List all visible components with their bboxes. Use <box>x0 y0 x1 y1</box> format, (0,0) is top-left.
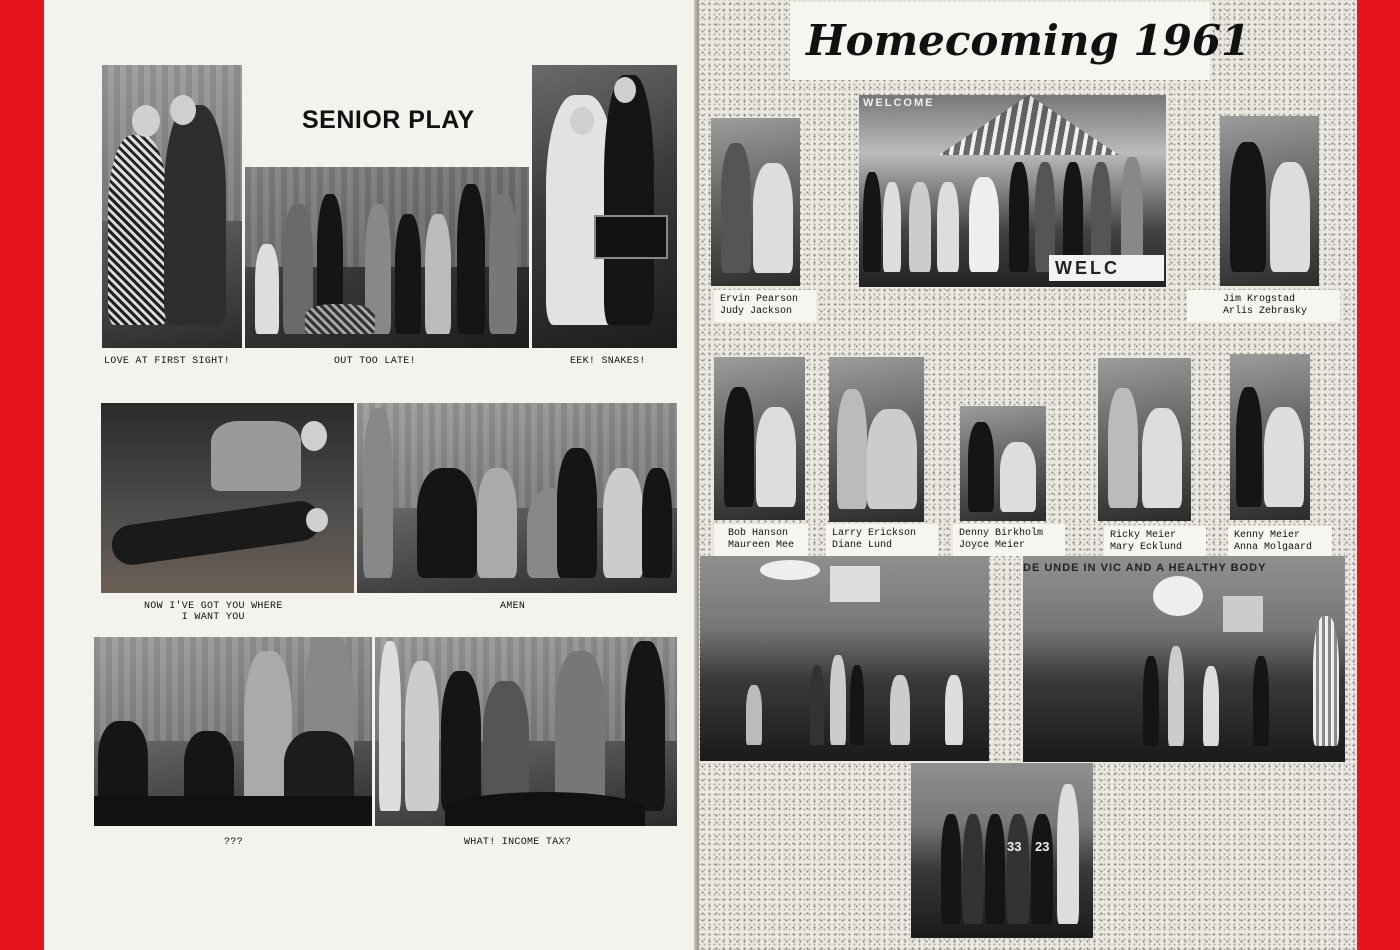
caption-erickson-lund <box>826 524 938 556</box>
caption-eek-snakes: EEK! SNAKES! <box>570 356 646 367</box>
photo-love-at-first-sight <box>102 65 242 348</box>
photo-amen <box>357 403 677 593</box>
name-line-1: Kenny Meier <box>1234 530 1301 541</box>
name-line-1: Bob Hanson <box>728 528 789 539</box>
photo-got-you-where-i-want-you <box>101 403 354 593</box>
photo-couple-krogstad-zebrasky <box>1220 116 1319 286</box>
gym-banner: DE UNDE IN VIC AND A HEALTHY BODY <box>1023 562 1267 574</box>
jersey-number-23: 23 <box>1035 839 1050 854</box>
photo-couple-birkholm-meier <box>960 406 1046 521</box>
page-title-homecoming: Homecoming 1961 <box>806 16 1251 65</box>
banner-welcome: WELCOME <box>863 97 935 109</box>
photo-couple-hanson-mee <box>714 357 805 520</box>
caption-birkholm-meier <box>953 524 1065 556</box>
photo-basketball-game-2 <box>1023 556 1345 762</box>
photo-couple-meier-ecklund <box>1098 358 1191 521</box>
name-line-1: Denny Birkholm <box>959 528 1044 539</box>
caption-krogstad-zebrasky <box>1187 290 1340 322</box>
photo-couple-erickson-lund <box>829 357 924 522</box>
photo-question-marks <box>94 637 372 826</box>
caption-hanson-mee <box>714 524 808 556</box>
name-line-2: Arlis Zebrasky <box>1223 306 1308 317</box>
name-line-2: Judy Jackson <box>720 306 793 317</box>
name-line-1: Jim Krogstad <box>1223 294 1296 305</box>
photo-income-tax <box>375 637 677 826</box>
name-line-2: Maureen Mee <box>728 540 795 551</box>
name-line-2: Anna Molgaard <box>1234 542 1313 553</box>
caption-pearson-jackson <box>714 290 816 322</box>
caption-got-you-where-i-want-you: NOW I'VE GOT YOU WHERE I WANT YOU <box>144 601 283 623</box>
caption-out-too-late: OUT TOO LATE! <box>334 356 416 367</box>
caption-meier-ecklund <box>1104 526 1206 558</box>
caption-meier-molgaard <box>1228 526 1332 558</box>
photo-basketball-huddle <box>911 763 1093 938</box>
name-line-2: Diane Lund <box>832 540 893 551</box>
photo-eek-snakes <box>532 65 677 348</box>
photo-couple-meier-molgaard <box>1230 354 1310 520</box>
photo-couple-pearson-jackson <box>711 118 800 286</box>
caption-love-at-first-sight: LOVE AT FIRST SIGHT! <box>104 356 231 367</box>
page-title: SENIOR PLAY <box>302 106 475 134</box>
name-line-1: Ricky Meier <box>1110 530 1177 541</box>
name-line-1: Larry Erickson <box>832 528 917 539</box>
left-page <box>44 0 696 950</box>
photo-basketball-game-1 <box>700 556 989 761</box>
caption-amen: AMEN <box>500 601 526 612</box>
caption-income-tax: WHAT! INCOME TAX? <box>464 837 572 848</box>
name-line-2: Mary Ecklund <box>1110 542 1183 553</box>
photo-homecoming-court-stage <box>859 95 1166 287</box>
banner-welc-front: WELC <box>1055 258 1120 278</box>
caption-question-marks: ??? <box>224 837 243 848</box>
jersey-number-33: 33 <box>1007 839 1022 854</box>
name-line-2: Joyce Meier <box>959 540 1026 551</box>
photo-out-too-late <box>245 167 529 348</box>
name-line-1: Ervin Pearson <box>720 294 799 305</box>
